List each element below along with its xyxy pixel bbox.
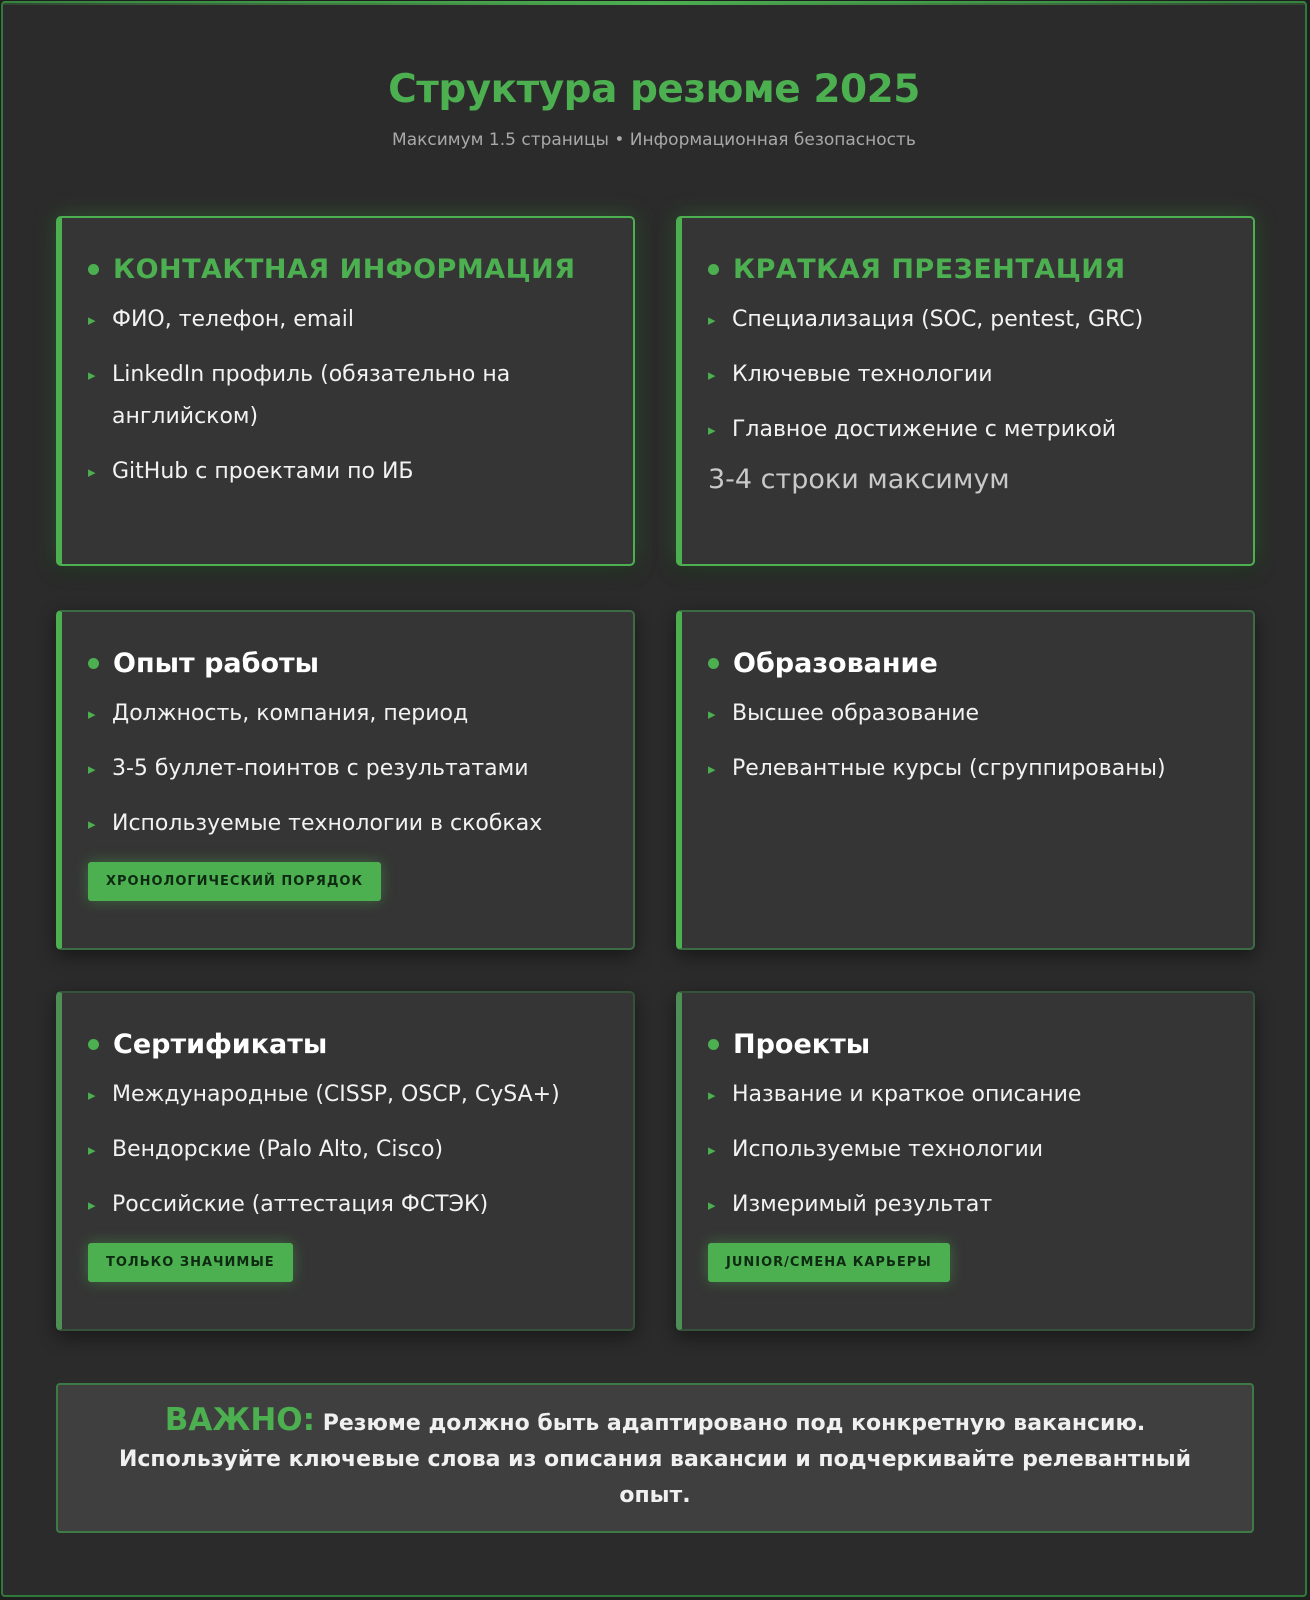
card-items: [88, 693, 603, 845]
card-items: [708, 693, 1223, 790]
important-note: [56, 1383, 1254, 1533]
list-item: ▸ Специализация (SOC, pentest, GRC): [708, 299, 1223, 341]
card-items: [88, 1074, 603, 1226]
bullet-dot-icon: [88, 264, 99, 275]
list-item: ▸ Должность, компания, период: [88, 693, 603, 735]
card-title-text: КРАТКАЯ ПРЕЗЕНТАЦИЯ: [733, 254, 1126, 285]
bullet-dot-icon: [88, 1039, 99, 1050]
card-title: [708, 1029, 1223, 1060]
card-items: [708, 299, 1223, 451]
card-title-text: Проекты: [733, 1029, 871, 1060]
bullet-dot-icon: [708, 264, 719, 275]
list-item: ▸ 3-5 буллет-поинтов с результатами: [88, 748, 603, 790]
list-item: ▸ Вендорские (Palo Alto, Cisco): [88, 1129, 603, 1171]
card-contact-info: [56, 216, 635, 566]
card-title-text: Образование: [733, 648, 938, 679]
card-projects: [676, 991, 1255, 1331]
card-badge: ХРОНОЛОГИЧЕСКИЙ ПОРЯДОК: [88, 862, 381, 901]
card-certificates: [56, 991, 635, 1331]
list-item: ▸ Высшее образование: [708, 693, 1223, 735]
list-item: ▸ Используемые технологии: [708, 1129, 1223, 1171]
important-label: ВАЖНО:: [164, 1402, 316, 1438]
bullet-dot-icon: [708, 1039, 719, 1050]
list-item: ▸ Главное достижение с метрикой: [708, 409, 1223, 451]
list-item: ▸ Релевантные курсы (сгруппированы): [708, 748, 1223, 790]
card-title: [88, 1029, 603, 1060]
bullet-dot-icon: [708, 658, 719, 669]
list-item: ▸ Международные (CISSP, OSCP, CySA+): [88, 1074, 603, 1116]
page-header: [3, 67, 1305, 150]
card-title: [88, 254, 603, 285]
bullet-dot-icon: [88, 658, 99, 669]
card-note: 3-4 строки максимум: [708, 464, 1010, 495]
card-badge: JUNIOR/СМЕНА КАРЬЕРЫ: [708, 1243, 950, 1282]
list-item: ▸ Используемые технологии в скобках: [88, 803, 603, 845]
card-title: [88, 648, 603, 679]
card-items: [88, 299, 603, 493]
card-items: [708, 1074, 1223, 1226]
card-title: [708, 648, 1223, 679]
card-title-text: Опыт работы: [113, 648, 320, 679]
list-item: ▸ Ключевые технологии: [708, 354, 1223, 396]
list-item: ▸ GitHub с проектами по ИБ: [88, 451, 603, 493]
card-badge: ТОЛЬКО ЗНАЧИМЫЕ: [88, 1243, 293, 1282]
page-subtitle: Максимум 1.5 страницы • Информационная безопасность: [392, 130, 916, 150]
page-title: Структура резюме 2025: [388, 67, 920, 112]
card-experience: [56, 610, 635, 950]
list-item: ▸ Измеримый результат: [708, 1184, 1223, 1226]
list-item: ▸ Название и краткое описание: [708, 1074, 1223, 1116]
card-title: [708, 254, 1223, 285]
important-note-body: [118, 1402, 1192, 1514]
list-item: ▸ Российские (аттестация ФСТЭК): [88, 1184, 603, 1226]
list-item: ▸ LinkedIn профиль (обязательно на английском): [88, 354, 603, 438]
list-item: ▸ ФИО, телефон, email: [88, 299, 603, 341]
card-title-text: Сертификаты: [113, 1029, 328, 1060]
card-education: [676, 610, 1255, 950]
card-summary: [676, 216, 1255, 566]
important-text: Резюме должно быть адаптировано под конкретную вакансию. Используйте ключевые слова из описания вакансии и подчеркивайте релевантный опыт.: [118, 1411, 1192, 1508]
card-title-text: КОНТАКТНАЯ ИНФОРМАЦИЯ: [113, 254, 576, 285]
